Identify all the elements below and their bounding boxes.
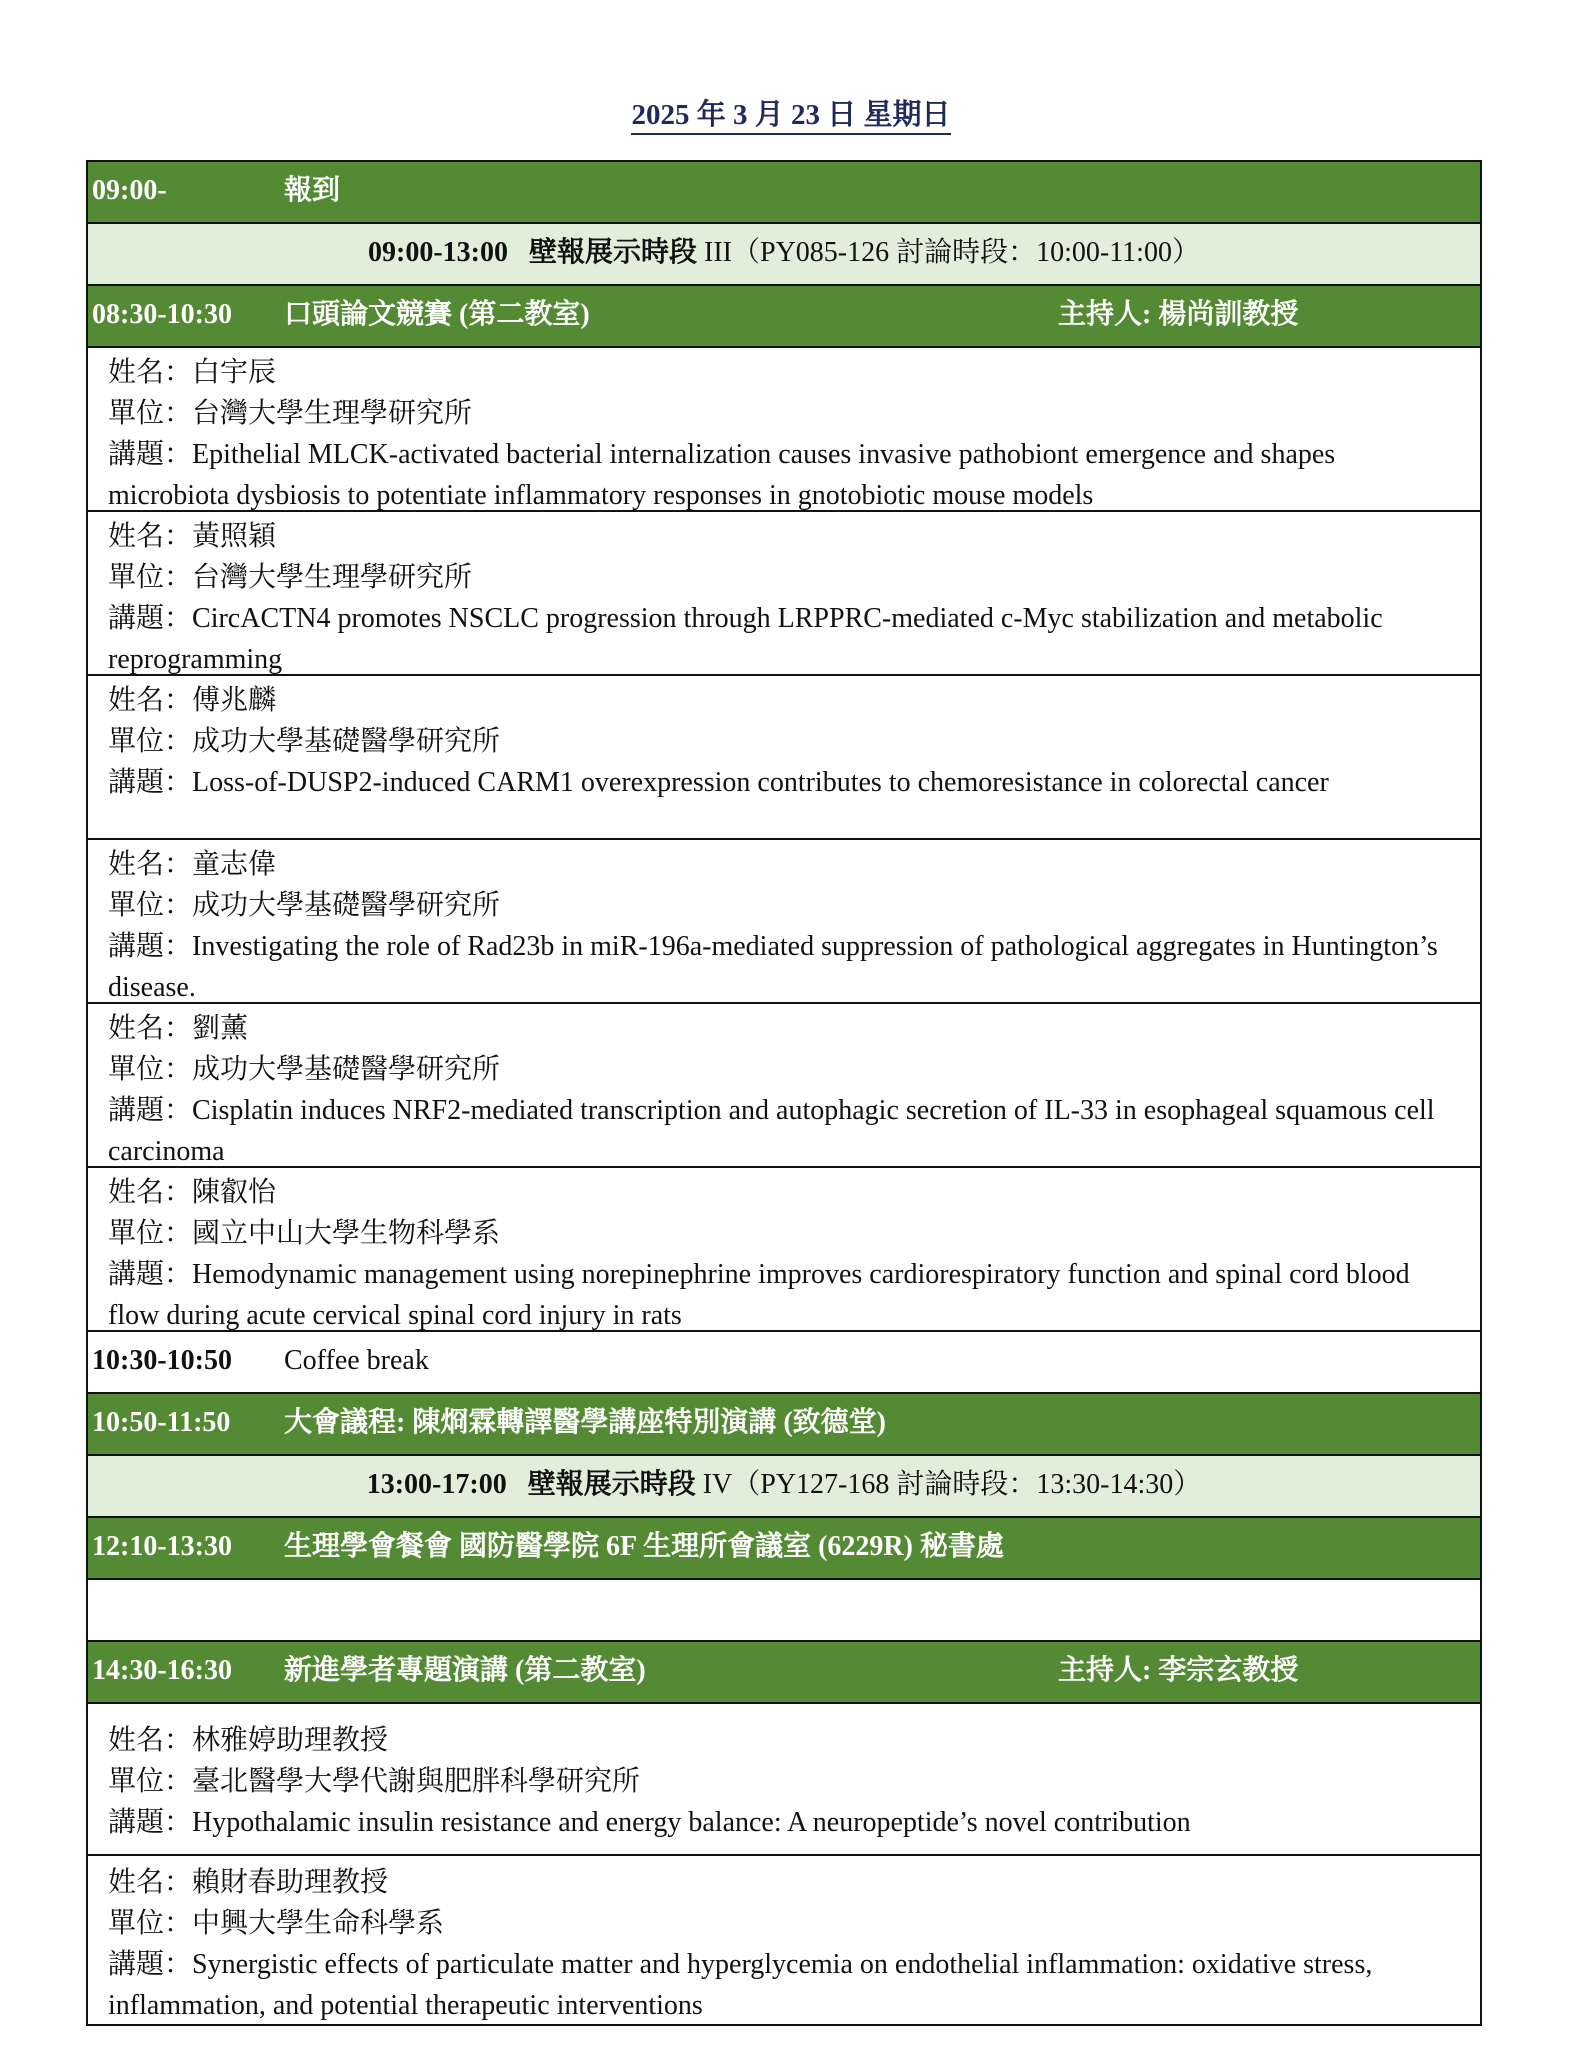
- speaker-unit: 國立中山大學生物科學系: [192, 1218, 501, 1249]
- speaker-unit: 臺北醫學大學代謝與肥胖科學研究所: [192, 1766, 641, 1797]
- speaker-unit-line: [108, 557, 1450, 598]
- row-checkin: [88, 162, 1480, 224]
- unit-label: 單位：: [108, 1766, 193, 1797]
- name-label: 姓名：: [108, 1867, 193, 1898]
- topic-label: 講題：: [108, 1949, 193, 1980]
- page-title: [0, 92, 1582, 133]
- speaker-entry: [88, 676, 1480, 840]
- speaker-entry: [88, 1004, 1480, 1168]
- name-label: 姓名：: [108, 849, 193, 880]
- topic-label: 講題：: [108, 931, 193, 962]
- speaker-name: 劉薰: [192, 1013, 249, 1044]
- speaker-name-line: [108, 1720, 1450, 1761]
- speaker-topic-line: [108, 598, 1450, 680]
- schedule-table: [86, 160, 1482, 2026]
- row-time: 08:30-10:30: [92, 299, 232, 330]
- speaker-topic: Investigating the role of Rad23b in miR-196a-mediated suppression of pathological aggregates in Huntington’s disease.: [108, 931, 1438, 1003]
- row-young-scholar-header: [88, 1642, 1480, 1704]
- name-label: 姓名：: [108, 1177, 193, 1208]
- speaker-name-line: [108, 1172, 1450, 1213]
- speaker-name: 傅兆麟: [192, 685, 277, 716]
- row-time: 10:50-11:50: [92, 1407, 231, 1438]
- row-poster-3: [88, 224, 1480, 286]
- name-label: 姓名：: [108, 521, 193, 552]
- row-label: 生理學會餐會 國防醫學院 6F 生理所會議室 (6229R) 秘書處: [284, 1531, 1004, 1562]
- unit-label: 單位：: [108, 1908, 193, 1939]
- speaker-unit-line: [108, 1761, 1450, 1802]
- speaker-name: 陳叡怡: [192, 1177, 277, 1208]
- speaker-name: 林雅婷助理教授: [192, 1725, 389, 1756]
- row-time: 10:30-10:50: [92, 1345, 232, 1376]
- speaker-unit-line: [108, 393, 1450, 434]
- unit-label: 單位：: [108, 890, 193, 921]
- poster-time: 13:00-17:00: [366, 1469, 507, 1500]
- unit-label: 單位：: [108, 562, 193, 593]
- speaker-entry: [88, 840, 1480, 1004]
- speaker-unit-line: [108, 1049, 1450, 1090]
- row-label: Coffee break: [284, 1345, 429, 1376]
- row-time: 12:10-13:30: [92, 1531, 232, 1562]
- speaker-name-line: [108, 516, 1450, 557]
- speaker-topic: CircACTN4 promotes NSCLC progression through LRPPRC-mediated c-Myc stabilization and metabolic reprogramming: [108, 603, 1383, 675]
- row-label: 口頭論文競賽 (第二教室): [284, 299, 590, 330]
- poster-detail: III（PY085-126 討論時段：10:00-11:00）: [697, 237, 1200, 268]
- speaker-topic: Hemodynamic management using norepinephrine improves cardiorespiratory function and spinal cord blood flow during acute cervical spinal cord injury in rats: [108, 1259, 1410, 1331]
- row-coffee-break: [88, 1332, 1480, 1394]
- row-luncheon: [88, 1518, 1480, 1580]
- speaker-unit: 成功大學基礎醫學研究所: [192, 890, 501, 921]
- topic-label: 講題：: [108, 603, 193, 634]
- row-time: 14:30-16:30: [92, 1655, 232, 1686]
- speaker-entry: [88, 348, 1480, 512]
- topic-label: 講題：: [108, 439, 193, 470]
- speaker-name: 童志偉: [192, 849, 277, 880]
- speaker-entry: [88, 1856, 1480, 2024]
- speaker-name-line: [108, 352, 1450, 393]
- speaker-topic: Cisplatin induces NRF2-mediated transcription and autophagic secretion of IL-33 in esophageal squamous cell carcinoma: [108, 1095, 1435, 1167]
- unit-label: 單位：: [108, 1054, 193, 1085]
- speaker-name: 白宇辰: [192, 357, 277, 388]
- speaker-entry: [88, 512, 1480, 676]
- speaker-unit: 台灣大學生理學研究所: [192, 562, 473, 593]
- speaker-unit-line: [108, 885, 1450, 926]
- name-label: 姓名：: [108, 685, 193, 716]
- speaker-entry: [88, 1704, 1480, 1856]
- speaker-topic: Epithelial MLCK-activated bacterial internalization causes invasive pathobiont emergence and shapes microbiota dysbiosis to potentiate inflammatory responses in gnotobiotic mouse models: [108, 439, 1336, 511]
- poster-label: 壁報展示時段: [527, 1469, 696, 1500]
- speaker-topic-line: [108, 762, 1450, 803]
- topic-label: 講題：: [108, 1095, 193, 1126]
- date-title: 2025 年 3 月 23 日 星期日: [631, 99, 950, 135]
- speaker-topic-line: [108, 926, 1450, 1008]
- speaker-unit: 成功大學基礎醫學研究所: [192, 1054, 501, 1085]
- speaker-unit: 台灣大學生理學研究所: [192, 398, 473, 429]
- speaker-topic-line: [108, 434, 1450, 516]
- speaker-unit: 成功大學基礎醫學研究所: [192, 726, 501, 757]
- speaker-name-line: [108, 1862, 1450, 1903]
- speaker-unit-line: [108, 1903, 1450, 1944]
- row-label: 新進學者專題演講 (第二教室): [284, 1655, 646, 1686]
- speaker-name: 賴財春助理教授: [192, 1867, 389, 1898]
- row-oral-header: [88, 286, 1480, 348]
- speaker-topic-line: [108, 1802, 1450, 1843]
- speaker-unit-line: [108, 721, 1450, 762]
- speaker-name: 黃照穎: [192, 521, 277, 552]
- row-plenary: [88, 1394, 1480, 1456]
- poster-detail: IV（PY127-168 討論時段：13:30-14:30）: [695, 1469, 1202, 1500]
- speaker-name-line: [108, 680, 1450, 721]
- speaker-unit-line: [108, 1213, 1450, 1254]
- topic-label: 講題：: [108, 767, 193, 798]
- topic-label: 講題：: [108, 1259, 193, 1290]
- topic-label: 講題：: [108, 1807, 193, 1838]
- speaker-entry: [88, 1168, 1480, 1332]
- row-poster-4: [88, 1456, 1480, 1518]
- row-host: 主持人: 楊尚訓教授: [1058, 299, 1299, 330]
- poster-label: 壁報展示時段: [529, 237, 698, 268]
- speaker-topic: Hypothalamic insulin resistance and energy balance: A neuropeptide’s novel contribution: [192, 1807, 1191, 1838]
- speaker-topic-line: [108, 1254, 1450, 1336]
- speaker-topic: Synergistic effects of particulate matter and hyperglycemia on endothelial inflammation: oxidative stress, inflammation, and potential therapeutic interventions: [108, 1949, 1373, 2021]
- unit-label: 單位：: [108, 726, 193, 757]
- speaker-name-line: [108, 844, 1450, 885]
- speaker-topic-line: [108, 1090, 1450, 1172]
- row-label: 大會議程: 陳烱霖轉譯醫學講座特別演講 (致德堂): [284, 1407, 886, 1438]
- speaker-unit: 中興大學生命科學系: [192, 1908, 445, 1939]
- name-label: 姓名：: [108, 1013, 193, 1044]
- speaker-topic-line: [108, 1944, 1450, 2026]
- unit-label: 單位：: [108, 1218, 193, 1249]
- speaker-topic: Loss-of-DUSP2-induced CARM1 overexpression contributes to chemoresistance in colorectal cancer: [192, 767, 1329, 798]
- row-host: 主持人: 李宗玄教授: [1058, 1655, 1299, 1686]
- speaker-name-line: [108, 1008, 1450, 1049]
- poster-time: 09:00-13:00: [368, 237, 509, 268]
- row-time: 09:00-: [92, 175, 167, 206]
- name-label: 姓名：: [108, 1725, 193, 1756]
- row-empty: [88, 1580, 1480, 1642]
- name-label: 姓名：: [108, 357, 193, 388]
- row-label: 報到: [284, 175, 341, 206]
- unit-label: 單位：: [108, 398, 193, 429]
